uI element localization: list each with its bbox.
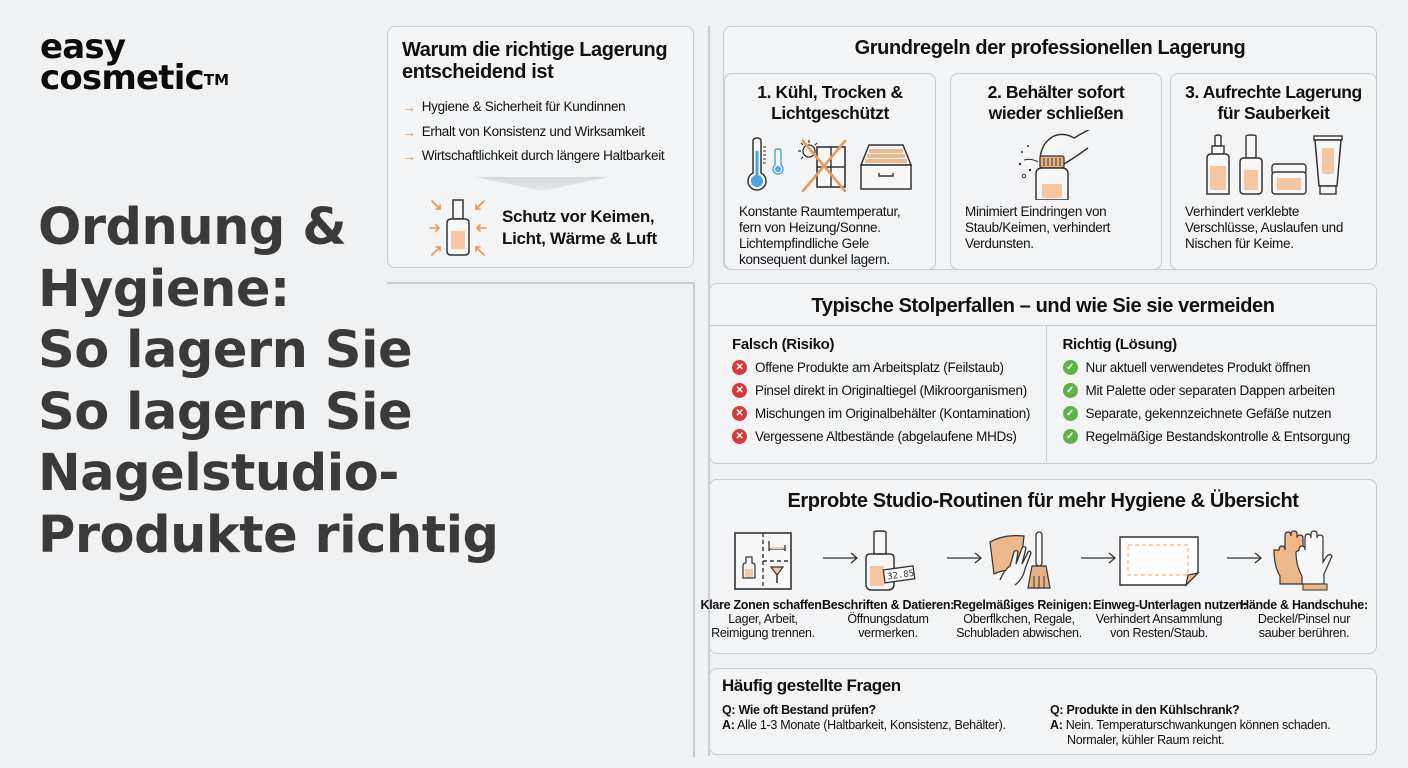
error-x-icon: ✕ [732,406,747,421]
list-item: ✕ Pinsel direkt in Originaltiegel (Mikroorganismen) [732,379,1046,402]
routine-step-zones: Klare Zonen schaffen: Lager, Arbeit, Reimigung trennen. [697,530,829,640]
faq-question: Q: Wie oft Bestand prüfen? [722,703,876,717]
faq-answer: A: Nein. Temperaturschwankungen können schaden. Normaler, kühler Raum reicht. [1050,718,1331,747]
brand-logo [40,27,230,98]
protected-nail-polish-icon [428,197,488,259]
cleaning-icon [986,530,1052,592]
check-icon: ✓ [1063,406,1078,421]
logo-line-2: cosmetic [40,58,204,98]
check-icon: ✓ [1063,360,1078,375]
rule-icons [739,130,921,200]
faq-answer: A: Alle 1-3 Monate (Haltbarkeit, Konsistenz, Behälter). [722,718,1006,732]
rule-card-upright-storage [1170,73,1377,270]
faq-section [709,668,1377,755]
routine-step-gloves: Hände & Handschuhe: Deckel/Pinsel nur sauber berühren. [1238,530,1370,640]
chevron-down-icon [476,177,608,191]
wrong-heading: Falsch (Risiko) [732,336,835,353]
rule-card-close-containers [950,73,1162,270]
title-line: Produkte richtig [38,505,499,565]
routine-step-label-date: 32.85 Beschriften & Datieren: Öffnungsdatum vermerken. [822,530,954,640]
dropper-bottle-icon [1204,134,1232,196]
protection-text: Schutz vor Keimen, Licht, Wärme & Luft [502,207,657,248]
list-item: → Hygiene & Sicherheit für Kundinnen [402,95,679,120]
routine-step-cleaning: Regelmäßiges Reinigen: Oberflkchen, Regale, Schubladen abwischen. [953,530,1085,640]
nail-polish-icon [1236,134,1266,196]
rule-card-cool-dry [724,73,936,270]
trademark: TM [203,71,230,89]
faq-question: Q: Produkte in den Kühlschrank? [1050,703,1240,717]
rule-text: Konstante Raumtemperatur, fern von Heizung/Sonne. Lichtempfindliche Gele konsequent dunkel lagern. [739,204,901,267]
error-x-icon: ✕ [732,360,747,375]
error-x-icon: ✕ [732,429,747,444]
arrow-right-icon: → [402,99,416,115]
closing-bottle-icon [1006,130,1106,200]
error-x-icon: ✕ [732,383,747,398]
protection-callout [428,197,657,259]
jar-icon [1270,134,1308,196]
labeled-bottle-icon [858,530,918,592]
rule-text: Verhindert verklebte Verschlüsse, Auslaufen und Nischen für Keime. [1185,204,1344,251]
gloves-icon [1273,530,1335,592]
why-title: Warum die richtige Lagerung entscheidend ist [402,39,668,83]
why-list [402,95,679,169]
logo-line-1: easy [40,27,126,67]
title-line: So lagern Sie [38,382,413,442]
routines-title: Erprobte Studio-Routinen für mehr Hygiene & Übersicht [787,490,1299,512]
list-item: → Erhalt von Konsistenz und Wirksamkeit [402,120,679,145]
list-item: ✕ Vergessene Altbestände (abgelaufene MHDs) [732,425,1046,448]
rules-title: Grundregeln der professionellen Lagerung [854,37,1246,59]
faq-item [722,703,1006,733]
zones-icon [733,531,793,591]
title-line: Nagelstudio- [38,444,399,503]
list-item: ✕ Mischungen im Originalbehälter (Kontamination) [732,402,1046,425]
date-label: 32.85 [886,568,915,583]
section-divider [387,282,694,284]
arrow-right-icon: → [402,148,416,164]
disposable-pad-icon [1118,535,1200,587]
basic-rules-section [723,26,1377,270]
tube-icon [1312,134,1344,196]
why-storage-card [387,26,694,268]
drawer-icon [857,137,915,193]
routine-step-disposable-pads: Einweg-Unterlagen nutzen: Verhindert Ansammlung von Resten/Staub. [1093,530,1225,640]
pitfalls-title: Typische Stolperfallen – und wie Sie sie vermeiden [710,284,1376,326]
section-divider [693,282,695,757]
rule-text: Minimiert Eindringen von Staub/Keimen, verhindert Verdunsten. [965,204,1111,251]
rule-title: 1. Kühl, Trocken & Lichtgeschützt [757,82,903,123]
right-heading: Richtig (Lösung) [1062,336,1177,353]
rule-icons [1185,130,1362,200]
list-item: ✓ Mit Palette oder separaten Dappen arbeiten [1063,379,1377,402]
faq-title: Häufig gestellte Fragen [722,676,901,695]
check-icon: ✓ [1063,429,1078,444]
no-sunlight-window-icon [795,137,851,193]
list-item: ✓ Nur aktuell verwendetes Produkt öffnen [1063,356,1377,379]
faq-item [1050,703,1330,748]
thermometer-icon [745,137,789,193]
rule-title: 2. Behälter sofort wieder schließen [987,82,1125,123]
title-line: Hygiene: [38,259,290,319]
pitfalls-section [709,283,1377,464]
list-item: ✕ Offene Produkte am Arbeitsplatz (Feilstaub) [732,356,1046,379]
rule-icons [965,130,1147,200]
list-item: ✓ Regelmäßige Bestandskontrolle & Entsorgung [1063,425,1377,448]
check-icon: ✓ [1063,383,1078,398]
list-item: → Wirtschaftlichkeit durch längere Haltbarkeit [402,144,679,169]
arrow-right-icon: → [402,123,416,140]
rule-title: 3. Aufrechte Lagerung für Sauberkeit [1185,82,1362,123]
list-item: ✓ Separate, gekennzeichnete Gefäße nutzen [1063,402,1377,425]
right-column [1046,326,1377,462]
routines-section [700,479,1377,654]
wrong-column [710,326,1046,462]
title-line: So lagern Sie [38,321,413,380]
title-line: Ordnung & [38,198,347,257]
